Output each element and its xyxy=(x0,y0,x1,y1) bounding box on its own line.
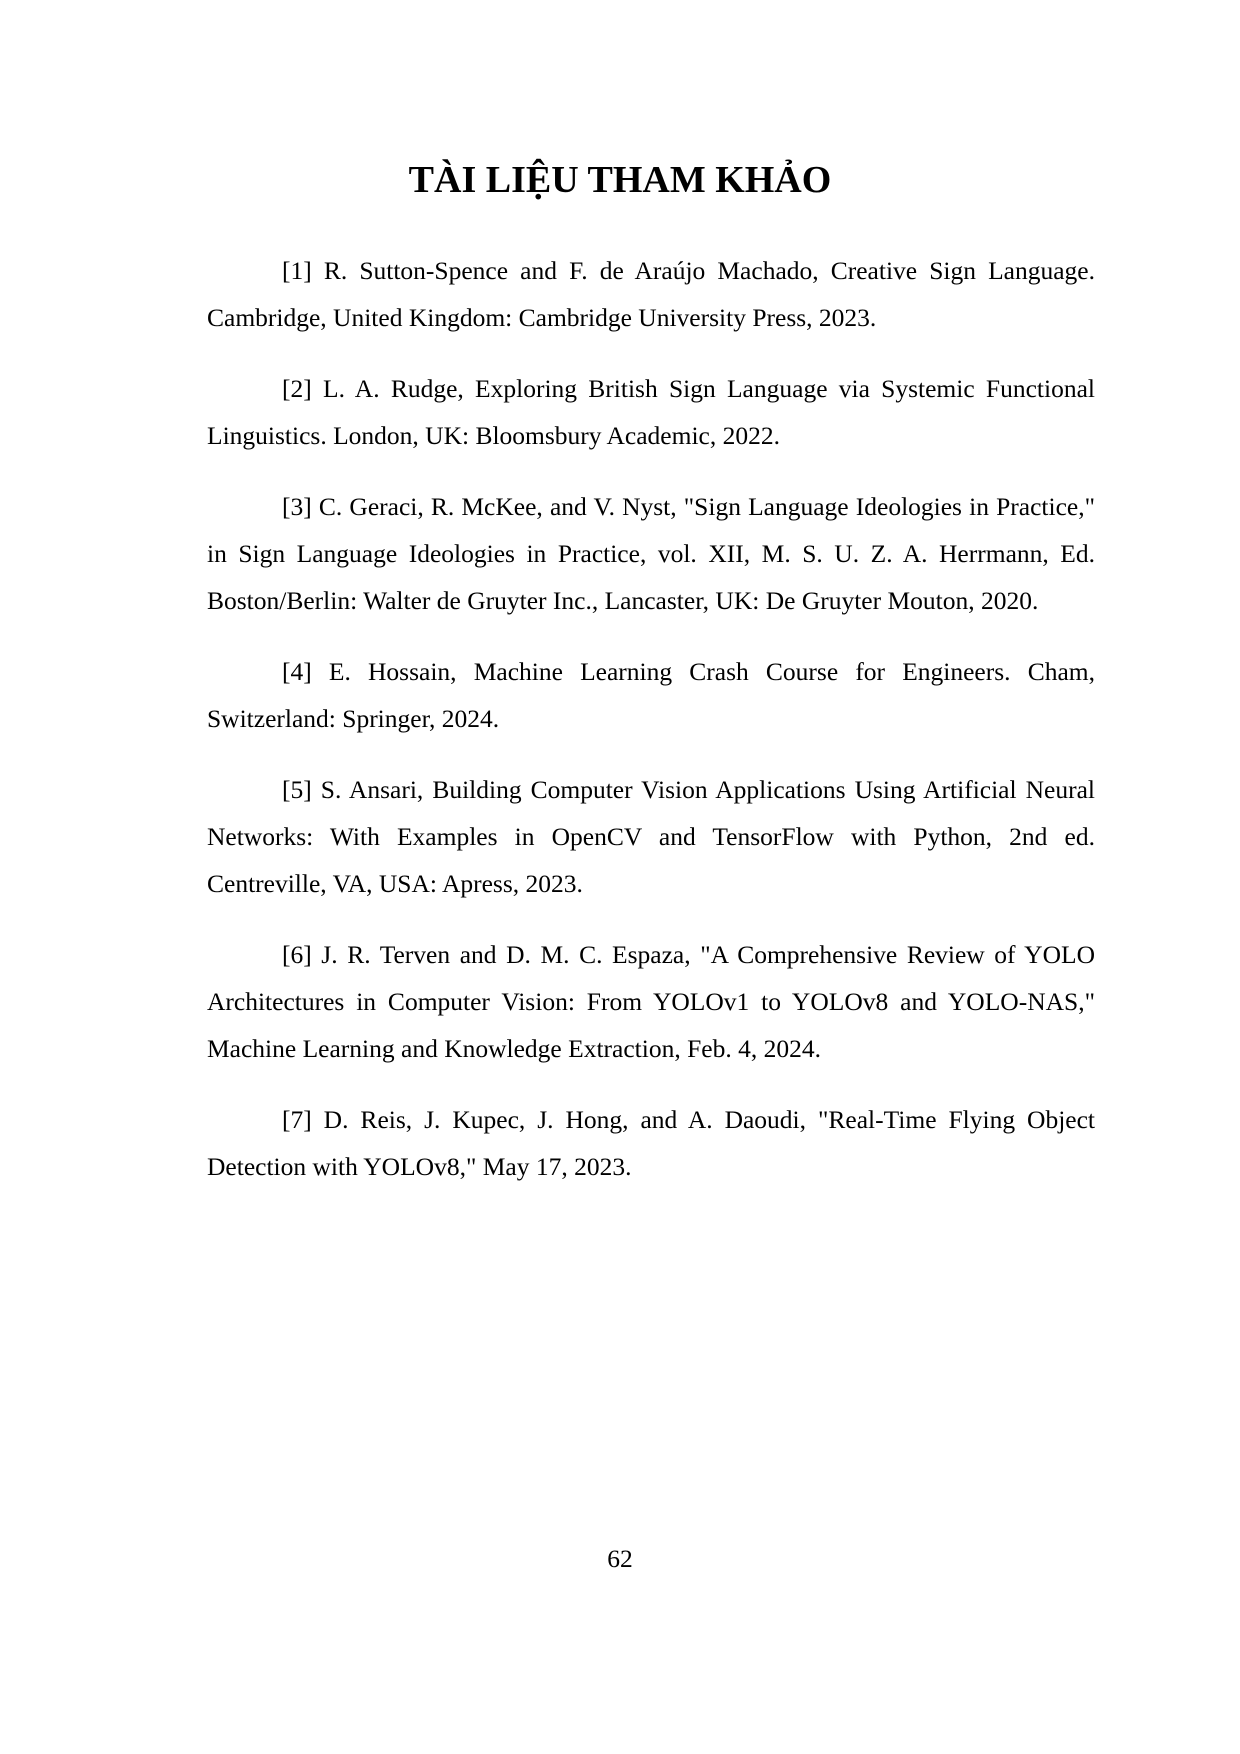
reference-item-4: [4] E. Hossain, Machine Learning Crash Course for Engineers. Cham, Switzerland: Springer, 2024. xyxy=(207,657,1095,733)
page-title: TÀI LIỆU THAM KHẢO xyxy=(408,159,832,201)
reference-list xyxy=(207,247,1095,1214)
reference-item-2: [2] L. A. Rudge, Exploring British Sign Language via Systemic Functional Linguistics. London, UK: Bloomsbury Academic, 2022. xyxy=(207,374,1095,450)
reference-item-5: [5] S. Ansari, Building Computer Vision Applications Using Artificial Neural Networks: With Examples in OpenCV and TensorFlow with Python, 2nd ed. Centreville, VA, USA: Apress, 2023. xyxy=(207,775,1095,898)
reference-item-6: [6] J. R. Terven and D. M. C. Espaza, "A Comprehensive Review of YOLO Architectures in Computer Vision: From YOLOv1 to YOLOv8 and YOLO-NAS," Machine Learning and Knowledge Extraction, Feb. 4, 2024. xyxy=(207,940,1095,1063)
page-number: 62 xyxy=(607,1544,633,1573)
reference-item-3: [3] C. Geraci, R. McKee, and V. Nyst, "Sign Language Ideologies in Practice," in Sign Language Ideologies in Practice, vol. XII, M. S. U. Z. A. Herrmann, Ed. Boston/Berlin: Walter de Gruyter Inc., Lancaster, UK: De Gruyter Mouton, 2020. xyxy=(207,492,1095,615)
reference-item-1: [1] R. Sutton-Spence and F. de Araújo Machado, Creative Sign Language. Cambridge, United Kingdom: Cambridge University Press, 2023. xyxy=(207,256,1095,332)
reference-item-7: [7] D. Reis, J. Kupec, J. Hong, and A. Daoudi, "Real-Time Flying Object Detection with YOLOv8," May 17, 2023. xyxy=(207,1105,1095,1181)
